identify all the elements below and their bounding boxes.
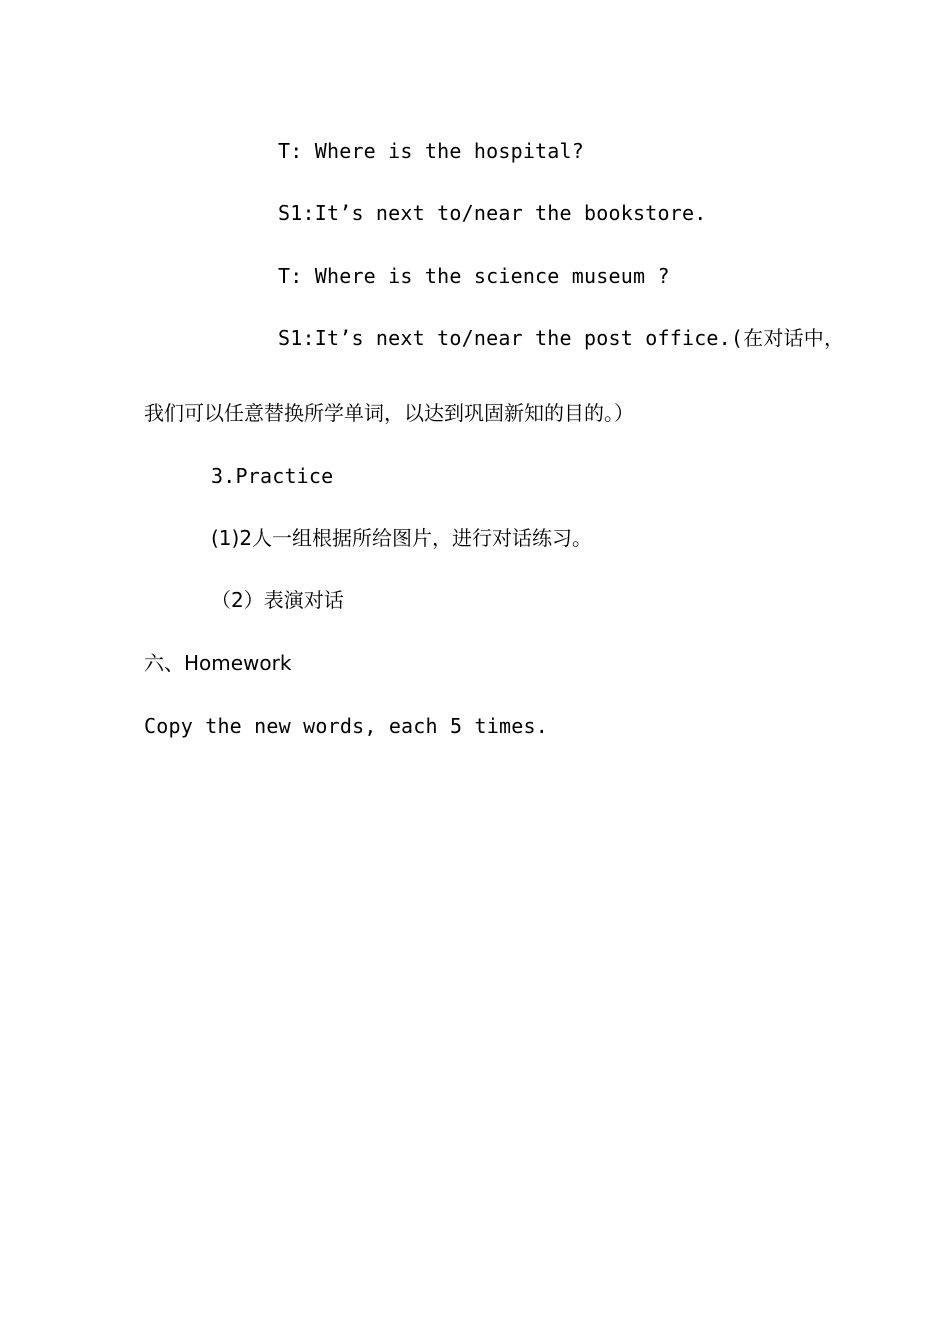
practice-heading: 3.Practice xyxy=(211,464,334,488)
practice-item-1: (1)2人一组根据所给图片，进行对话练习。 xyxy=(211,526,593,550)
dialogue-line-4: S1:It’s next to/near the post office.(在对话中， xyxy=(278,326,845,350)
practice-item-2: （2）表演对话 xyxy=(211,588,344,612)
homework-text: Copy the new words, each 5 times. xyxy=(144,714,548,738)
dialogue-line-1: T: Where is the hospital? xyxy=(278,139,585,163)
dialogue-line-3: T: Where is the science museum ? xyxy=(278,264,670,288)
homework-heading: 六、Homework xyxy=(144,651,292,675)
dialogue-continuation: 我们可以任意替换所学单词，以达到巩固新知的目的。） xyxy=(144,401,634,425)
dialogue-line-2: S1:It’s next to/near the bookstore. xyxy=(278,201,707,225)
